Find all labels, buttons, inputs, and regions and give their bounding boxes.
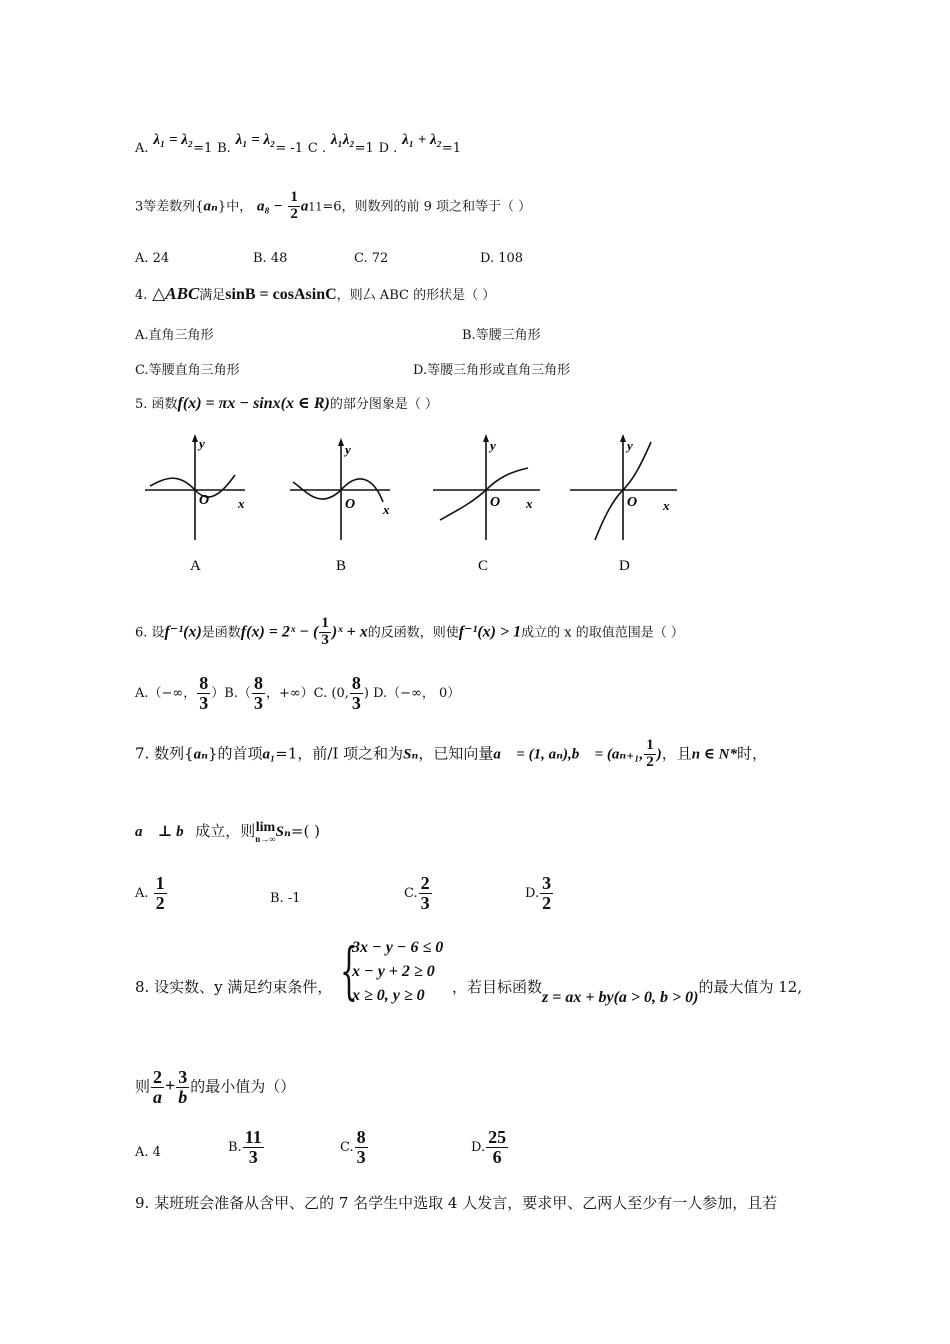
q5-graph-c-x-label: x — [526, 496, 533, 511]
q6-option-b-den: 3 — [253, 692, 263, 713]
q4-triangle: △ABC — [152, 284, 200, 303]
q6-condition: f⁻¹(x) > 1 — [458, 623, 522, 641]
q8-option-d-num: 25 — [488, 1127, 507, 1147]
q7-option-d-label: D. — [525, 885, 540, 901]
q4-num: 4. — [135, 288, 148, 303]
q5-graph-b — [285, 430, 405, 580]
q3-frac-den: 2 — [290, 205, 298, 222]
q8-constraint-2: x − y + 2 ≥ 0 — [352, 963, 435, 980]
q2-options — [135, 132, 462, 157]
q8-option-c — [340, 1128, 369, 1167]
q4-tail: ，则厶 ABC 的形状是（ ） — [336, 288, 496, 303]
q4-option-d: D.等腰三角形或直角三角形 — [413, 363, 571, 378]
q2-option-c-tail: =1 — [354, 141, 374, 156]
q5-graph-b-x-label: x — [383, 502, 390, 517]
q7-option-d — [525, 874, 554, 913]
q3-tail: =6，则数列的前 9 项之和等于（ ） — [322, 199, 532, 215]
q2-option-d-label: D . — [378, 141, 398, 156]
q3-mid: }中， — [217, 199, 253, 215]
q7-mid1: }的首项 — [208, 744, 263, 763]
q8-plus: + — [165, 1075, 176, 1096]
q7-vector-b-post: ) — [656, 746, 662, 763]
q6-expr-a: f(x) = 2ˣ − ( — [240, 623, 319, 641]
q7-option-a — [135, 874, 168, 913]
q7-option-d-frac — [540, 874, 553, 913]
q7-vb-den: 2 — [646, 753, 654, 770]
q7-option-b: B. -1 — [270, 891, 301, 906]
q2-option-c-label: C . — [307, 141, 327, 156]
q4-option-c: C.等腰直角三角形 — [135, 363, 240, 378]
q5-graph-b-y-label: y — [345, 442, 351, 457]
q4-option-a: A.直角三角形 — [135, 328, 214, 343]
q3-expr-sub: 11 — [308, 200, 323, 214]
q6-option-a-den: 3 — [199, 692, 209, 713]
q6-mid2: 的反函数，则使 — [367, 625, 459, 641]
question-7-line-2 — [135, 820, 320, 844]
q3-option-c: C. 72 — [354, 251, 389, 266]
q6-options — [135, 674, 460, 713]
q8-frac-1-den: a — [153, 1086, 163, 1107]
q5-graph-d-y-label: y — [627, 438, 633, 453]
q8-mid: ，若目标函数 — [452, 978, 543, 996]
q3-option-a: A. 24 — [135, 251, 170, 266]
q8-frac-2-num: 3 — [178, 1067, 188, 1087]
q8-brace: { — [340, 934, 358, 1007]
q7-line2-tail: =( ) — [290, 822, 320, 840]
q6-option-d: ) D.（−∞， 0） — [363, 685, 461, 701]
q7-limit — [255, 821, 275, 844]
q6-option-c-frac — [350, 674, 363, 713]
q2-option-b-tail: = -1 — [275, 141, 304, 156]
q5-graph-d-origin: O — [627, 495, 638, 510]
q5-graph-d — [565, 430, 685, 580]
q6-prefix: 6. 设 — [135, 625, 165, 641]
question-8-prefix: 8. 设实数、y 满足约束条件， — [135, 978, 333, 996]
q5-graph-b-label: B — [336, 558, 347, 574]
q8-option-b-label: B. — [228, 1139, 242, 1155]
q2-option-c-expr: λ₁λ₂ — [330, 132, 355, 148]
q7-option-c-frac — [419, 874, 432, 913]
q7-limit-sn: Sₙ — [275, 824, 291, 840]
q3-option-b: B. 48 — [253, 251, 288, 266]
q8-frac-1 — [151, 1068, 164, 1107]
q7-prefix: 7. 数列{ — [135, 744, 194, 763]
q7-vector-b-pre: b⃗ = (aₙ₊₁, — [571, 746, 644, 763]
q5-graph-a-origin: O — [199, 493, 210, 508]
q5-prefix: 5. 函数 — [135, 397, 178, 412]
q4-expr: sinB = cosAsinC — [225, 286, 337, 303]
q7-option-d-num: 3 — [542, 873, 552, 893]
q5-graph-a-y-label: y — [199, 436, 205, 451]
q8-constraint-1: 3x − y − 6 ≤ 0 — [352, 939, 444, 956]
q4-option-b: B.等腰三角形 — [462, 328, 541, 343]
q7-mid2: =1，前/I 项之和为 — [275, 744, 404, 763]
q8-option-d — [471, 1128, 509, 1167]
q6-frac-den: 3 — [321, 631, 329, 648]
q7-line2-mid: 成立，则 — [195, 822, 256, 840]
q3-expr-a: a₈ − — [256, 198, 283, 215]
q5-graph-a — [140, 430, 260, 580]
q7-vector-b-frac — [644, 738, 656, 771]
q8-frac-2-den: b — [178, 1086, 188, 1107]
question-5 — [135, 393, 438, 413]
question-3 — [135, 190, 531, 223]
q7-n-set: n ∈ N* — [691, 746, 737, 763]
q5-graph-b-origin: O — [345, 497, 356, 512]
q6-f-inverse: f⁻¹(x) — [164, 623, 202, 641]
q6-option-b-num: 8 — [253, 673, 263, 693]
q3-frac-num: 1 — [290, 189, 298, 205]
question-4 — [135, 284, 495, 304]
q5-graph-c-origin: O — [490, 495, 501, 510]
q5-graph-c-label: C — [478, 558, 489, 574]
q7-option-c-den: 3 — [420, 892, 430, 913]
q8-option-b-frac — [243, 1128, 264, 1167]
q8-option-c-num: 8 — [356, 1127, 366, 1147]
q6-tail: 成立的 x 的取值范围是（ ） — [521, 625, 684, 641]
q6-frac-num: 1 — [321, 615, 329, 631]
q6-option-c-pre: ，+∞）C. (0, — [265, 685, 349, 701]
q8-option-b — [228, 1128, 265, 1167]
q7-option-c-num: 2 — [420, 873, 430, 893]
q4-mid: 满足 — [199, 288, 226, 303]
q8-constraint-3: x ≥ 0, y ≥ 0 — [352, 987, 425, 1004]
q7-option-c — [404, 874, 433, 913]
q6-option-b-frac — [252, 674, 265, 713]
q6-option-c-den: 3 — [351, 692, 361, 713]
q5-expr: f(x) = πx − sinx(x ∈ R) — [177, 395, 330, 412]
q2-option-a-label: A. — [135, 141, 149, 156]
q8-option-d-label: D. — [471, 1139, 486, 1155]
q6-fraction — [319, 616, 331, 649]
q8-option-c-label: C. — [340, 1139, 354, 1155]
q7-a1: a₁ — [262, 746, 276, 763]
q8-tail: 的最大值为 12, — [698, 978, 803, 996]
question-9: 9. 某班班会准备从含甲、乙的 7 名学生中选取 4 人发言，要求甲、乙两人至少有一人参加，且若 — [135, 1194, 778, 1212]
q7-option-d-den: 2 — [542, 892, 552, 913]
question-7 — [135, 738, 767, 771]
q5-graph-a-x-label: x — [238, 496, 245, 511]
q6-option-c-num: 8 — [351, 673, 361, 693]
q7-vb-num: 1 — [646, 737, 654, 753]
q5-graph-d-label: D — [619, 558, 630, 574]
q5-graph-c — [428, 430, 548, 580]
q7-mid3: ，已知向量 — [418, 744, 494, 763]
q7-perp: a⃗ ⊥ b⃗ — [135, 824, 196, 840]
q3-prefix: 3等差数列{ — [135, 199, 204, 215]
q5-graph-d-x-label: x — [663, 498, 670, 513]
q3-option-d: D. 108 — [480, 251, 524, 266]
q6-option-a-pre: A.（−∞， — [135, 685, 197, 701]
q5-graph-a-label: A — [190, 558, 201, 574]
q8-option-b-den: 3 — [248, 1146, 258, 1167]
q6-mid1: 是函数 — [201, 625, 241, 641]
q7-option-a-label: A. — [135, 885, 149, 901]
q8-line2-tail: 的最小值为（） — [190, 1077, 296, 1096]
q7-option-a-num: 1 — [155, 873, 165, 893]
q7-limit-sub: n→∞ — [255, 833, 276, 844]
q7-mid4: ，且 — [661, 744, 692, 763]
q3-seq: aₙ — [203, 198, 218, 215]
q8-option-d-den: 6 — [492, 1146, 502, 1167]
q7-option-a-frac — [154, 874, 167, 913]
q8-frac-2 — [176, 1068, 189, 1107]
question-6 — [135, 616, 684, 649]
q7-vector-a: a⃗ = (1, aₙ), — [493, 746, 572, 763]
q8-option-b-num: 11 — [244, 1127, 262, 1147]
q2-option-b-expr: λ₁ = λ₂ — [235, 132, 276, 148]
q7-option-c-label: C. — [404, 885, 418, 901]
q6-option-a-frac — [197, 674, 210, 713]
q7-option-a-den: 2 — [155, 892, 165, 913]
question-8-suffix — [452, 976, 803, 1006]
q7-limit-label: lim — [255, 819, 276, 835]
q8-option-c-den: 3 — [356, 1146, 366, 1167]
q8-option-c-frac — [355, 1128, 368, 1167]
q7-sn: Sₙ — [403, 746, 419, 763]
q2-option-d-expr: λ₁ + λ₂ — [402, 132, 442, 148]
q7-tail: 时， — [737, 744, 768, 763]
q8-frac-1-num: 2 — [153, 1067, 163, 1087]
q8-line2-pre: 则 — [135, 1077, 151, 1096]
q6-option-b-pre: ）B.（ — [211, 685, 251, 701]
q5-graph-c-y-label: y — [490, 438, 496, 453]
q8-option-d-frac — [486, 1128, 508, 1167]
q2-option-d-tail: =1 — [441, 141, 462, 156]
q2-option-b-label: B. — [217, 141, 231, 156]
q6-expr-b: )ˣ + x — [331, 623, 368, 641]
q2-option-a-expr: λ₁ = λ₂ — [153, 132, 194, 148]
q6-option-a-num: 8 — [199, 673, 209, 693]
question-8-line-2 — [135, 1068, 295, 1107]
q7-seq: aₙ — [193, 746, 208, 763]
q2-option-a-tail: =1 — [193, 141, 213, 156]
q8-option-a: A. 4 — [135, 1145, 161, 1160]
q5-tail: 的部分图象是（ ） — [329, 397, 438, 412]
q8-objective: z = ax + by(a > 0, b > 0) — [542, 989, 699, 1006]
q8-constraint-system — [352, 936, 443, 1008]
q3-expr-b: a — [300, 198, 309, 215]
q3-fraction — [288, 190, 300, 223]
